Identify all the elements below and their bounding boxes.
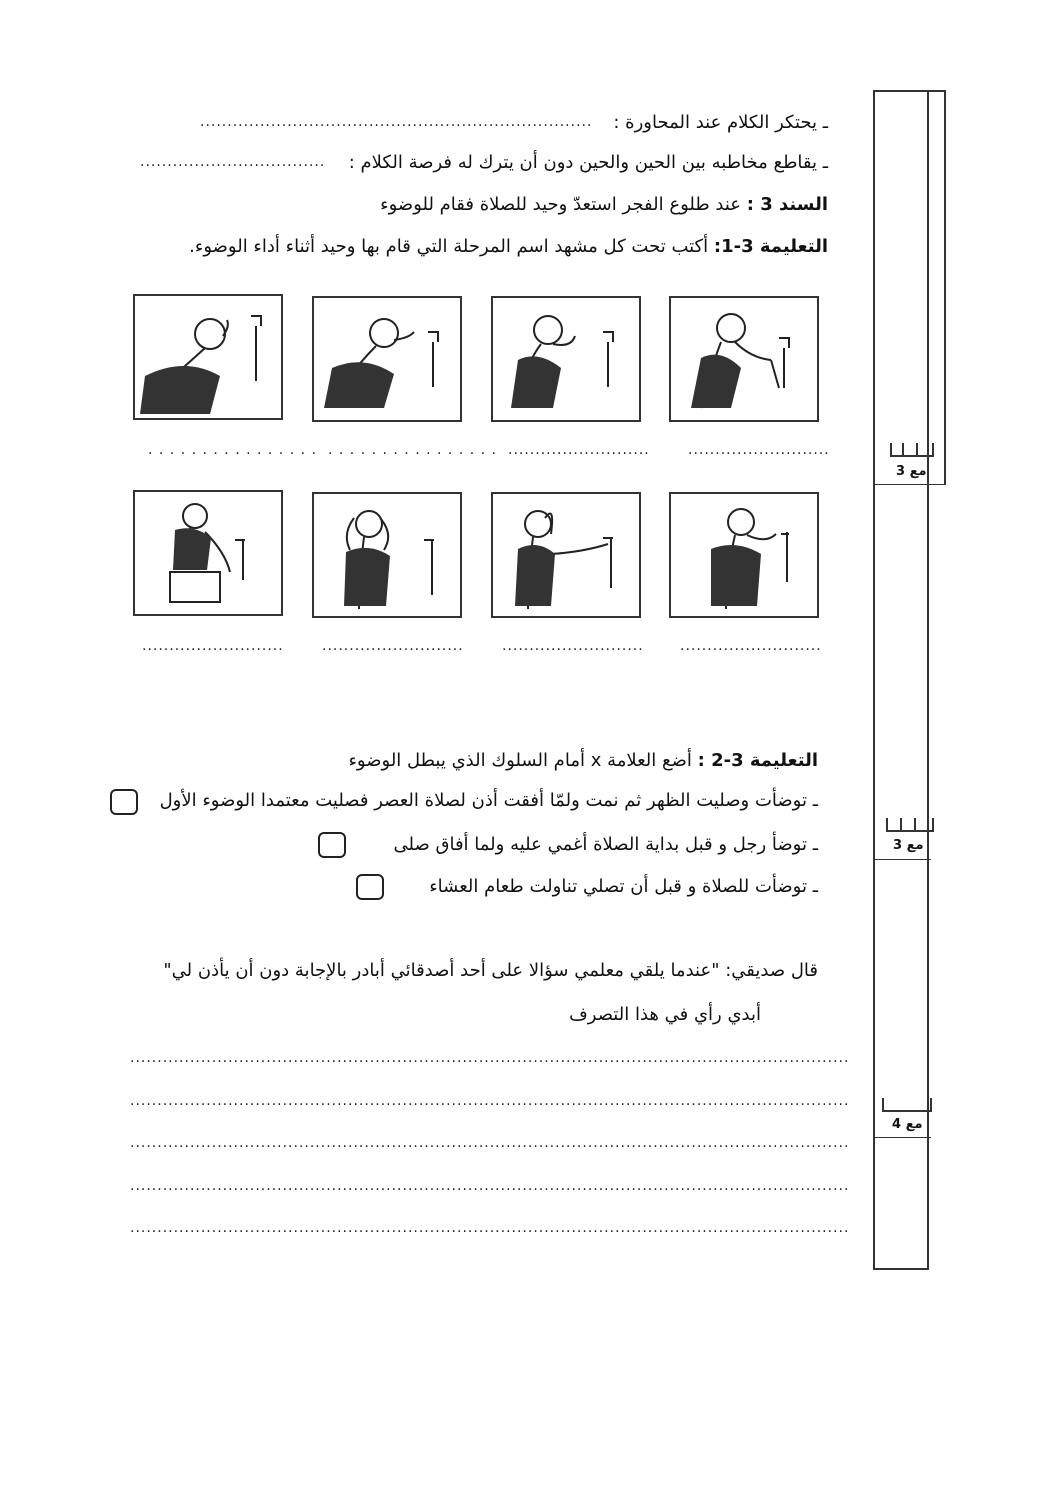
answer-blank-1[interactable]: ........................................................................	[200, 114, 593, 130]
washing-hands-icon	[671, 298, 817, 420]
opinion-answer-line-3[interactable]: ....................................................................................................................................	[130, 1135, 850, 1151]
ablution-image-8	[133, 490, 283, 616]
ablution-image-7	[312, 492, 462, 618]
sanad-text: عند طلوع الفجر استعدّ وحيد للصلاة فقام للوضوء	[380, 194, 741, 215]
ablution-image-4	[133, 294, 283, 420]
score-divider-2	[875, 859, 931, 860]
opinion-answer-line-5[interactable]: ....................................................................................................................................	[130, 1220, 850, 1236]
score-divider-1	[875, 484, 944, 485]
image-8-answer[interactable]: ..........................	[142, 638, 284, 654]
ablution-image-2	[491, 296, 641, 422]
score-box-3[interactable]	[882, 1098, 932, 1112]
intro-line-1: ـ يحتكر الكلام عند المحاورة :	[613, 112, 828, 133]
score-label-3: مع 4	[892, 1117, 923, 1132]
image-1-answer[interactable]: ..........................	[688, 442, 830, 458]
score-box-2-divider-b	[914, 818, 916, 830]
instruction-1-label: التعليمة 3-1:	[713, 236, 828, 257]
score-label-2: مع 3	[893, 838, 924, 853]
opinion-answer-line-1[interactable]: ....................................................................................................................................	[130, 1050, 850, 1066]
instruction-2-text: أضع العلامة x أمام السلوك الذي يبطل الوضوء	[348, 750, 692, 771]
image-6-answer[interactable]: ..........................	[502, 638, 644, 654]
quote-line: قال صديقي: "عندما يلقي معلمي سؤالا على أحد أصدقائي أبادر بالإجابة دون أن يأذن لي"	[163, 960, 818, 981]
ablution-image-3	[312, 296, 462, 422]
score-box-1-divider-b	[916, 443, 918, 455]
image-3-answer[interactable]: . . . . . . . . . . . . . . . .	[328, 442, 497, 458]
option-1-checkbox[interactable]	[110, 789, 138, 815]
image-4-answer[interactable]: . . . . . . . . . . . . . . . .	[148, 442, 317, 458]
wiping-head-icon	[493, 494, 639, 616]
image-2-answer[interactable]: ..........................	[508, 442, 650, 458]
opinion-prompt: أبدي رأي في هذا التصرف	[569, 1004, 761, 1025]
option-1-text: ـ توضأت وصليت الظهر ثم نمت ولمّا أفقت أذن لصلاة العصر فصليت معتمدا الوضوء الأول	[159, 790, 818, 811]
washing-face-icon	[135, 296, 281, 418]
option-2-checkbox[interactable]	[318, 832, 346, 858]
option-3-checkbox[interactable]	[356, 874, 384, 900]
instruction-1-text: أكتب تحت كل مشهد اسم المرحلة التي قام بها وحيد أثناء أداء الوضوء.	[189, 236, 709, 257]
margin-top-border	[886, 90, 944, 92]
option-3-text: ـ توضأت للصلاة و قبل أن تصلي تناولت طعام العشاء	[429, 876, 818, 897]
score-divider-3	[875, 1137, 931, 1138]
score-box-1-divider-a	[902, 443, 904, 455]
sanad-label: السند 3 :	[746, 194, 828, 215]
instruction-1	[189, 236, 828, 257]
image-5-answer[interactable]: ..........................	[680, 638, 822, 654]
ablution-image-6	[491, 492, 641, 618]
wiping-ears-icon	[314, 494, 460, 616]
washing-arms-icon	[671, 494, 817, 616]
answer-blank-2[interactable]: ..................................	[140, 154, 326, 170]
option-2-text: ـ توضأ رجل و قبل بداية الصلاة أغمي عليه ولما أفاق صلى	[393, 834, 818, 855]
score-box-2-divider-a	[900, 818, 902, 830]
instruction-2	[348, 750, 818, 771]
sanad-line	[380, 194, 828, 215]
instruction-2-label: التعليمة 3-2 :	[697, 750, 818, 771]
washing-feet-icon	[135, 492, 281, 614]
score-box-1[interactable]	[890, 443, 934, 457]
ablution-image-1	[669, 296, 819, 422]
opinion-answer-line-4[interactable]: ....................................................................................................................................	[130, 1178, 850, 1194]
score-label-1: مع 3	[896, 464, 927, 479]
sniffing-water-icon	[314, 298, 460, 420]
margin-right-border	[944, 90, 946, 485]
scoring-margin	[873, 90, 929, 1270]
ablution-image-5	[669, 492, 819, 618]
score-box-2[interactable]	[886, 818, 934, 832]
rinsing-mouth-icon	[493, 298, 639, 420]
opinion-answer-line-2[interactable]: ....................................................................................................................................	[130, 1093, 850, 1109]
image-7-answer[interactable]: ..........................	[322, 638, 464, 654]
intro-line-2: ـ يقاطع مخاطبه بين الحين والحين دون أن يترك له فرصة الكلام :	[348, 152, 828, 173]
